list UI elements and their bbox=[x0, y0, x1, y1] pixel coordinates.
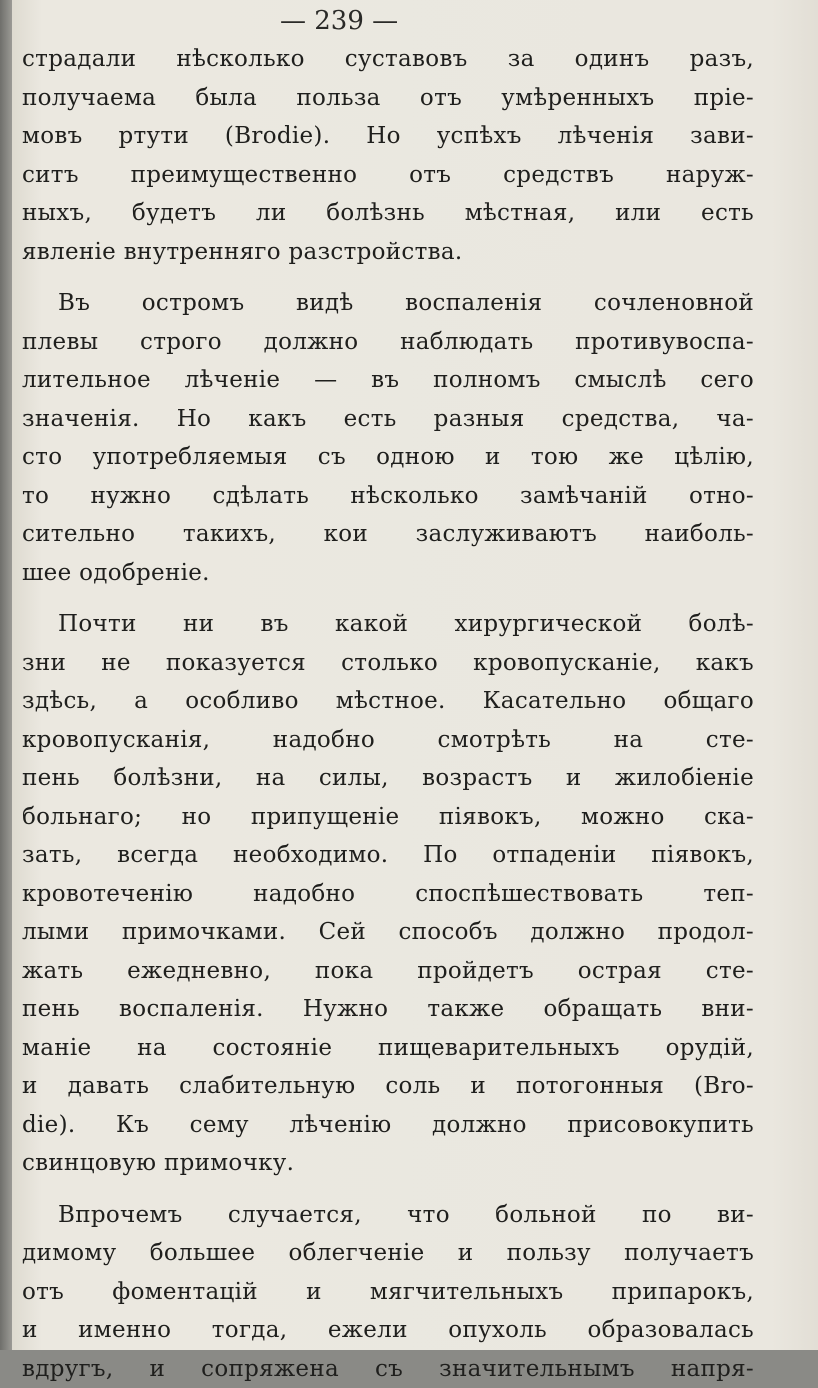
text-line: шее одобренiе. bbox=[22, 554, 754, 593]
text-line: die). Къ сему лѣченiю должно присовокупить bbox=[22, 1106, 754, 1145]
text-line: мовъ ртути (Brodie). Но успѣхъ лѣченiя зави- bbox=[22, 117, 754, 156]
text-line: зни не показуется столько кровопусканiе, какъ bbox=[22, 644, 754, 683]
text-line: пень воспаленiя. Нужно также обращать вни- bbox=[22, 990, 754, 1029]
text-line: сительно такихъ, кои заслуживаютъ наиболь- bbox=[22, 515, 754, 554]
text-line: ныхъ, будетъ ли болѣзнь мѣстная, или есть bbox=[22, 194, 754, 233]
text-line: ситъ преимущественно отъ средствъ наруж- bbox=[22, 156, 754, 195]
paragraph-1 bbox=[22, 40, 754, 271]
paragraph-2 bbox=[22, 284, 754, 592]
text-line: Впрочемъ случается, что больной по ви- bbox=[22, 1196, 754, 1235]
text-line: Почти ни въ какой хирургической болѣ- bbox=[22, 605, 754, 644]
text-line: больнаго; но припущенiе пiявокъ, можно ска- bbox=[22, 798, 754, 837]
paragraph-3 bbox=[22, 605, 754, 1183]
text-line: зать, всегда необходимо. По отпаденiи пiявокъ, bbox=[22, 836, 754, 875]
page-text bbox=[22, 40, 754, 1388]
text-line: манiе на состоянiе пищеварительныхъ орудiй, bbox=[22, 1029, 754, 1068]
text-line: кровопусканiя, надобно смотрѣть на сте- bbox=[22, 721, 754, 760]
text-line: вдругъ, и сопряжена съ значительнымъ напря- bbox=[22, 1350, 754, 1388]
text-line: страдали нѣсколько суставовъ за одинъ разъ, bbox=[22, 40, 754, 79]
text-line: и давать слабительную соль и потогонныя (Bro- bbox=[22, 1067, 754, 1106]
text-line: плевы строго должно наблюдать противувоспа- bbox=[22, 323, 754, 362]
text-line: и именно тогда, ежели опухоль образовалась bbox=[22, 1311, 754, 1350]
page-number: — 239 — bbox=[280, 4, 480, 38]
text-line: явленiе внутренняго разстройства. bbox=[22, 233, 754, 272]
paragraph-4 bbox=[22, 1196, 754, 1388]
text-line: Въ остромъ видѣ воспаленiя сочленовной bbox=[22, 284, 754, 323]
text-line: получаема была польза отъ умѣренныхъ прiе- bbox=[22, 79, 754, 118]
text-line: димому большее облегченiе и пользу получаетъ bbox=[22, 1234, 754, 1273]
text-line: значенiя. Но какъ есть разныя средства, ча- bbox=[22, 400, 754, 439]
text-line: жать ежедневно, пока пройдетъ острая сте- bbox=[22, 952, 754, 991]
text-line: то нужно сдѣлать нѣсколько замѣчанiй отно- bbox=[22, 477, 754, 516]
text-line: свинцовую примочку. bbox=[22, 1144, 754, 1183]
book-spine-shadow bbox=[0, 0, 12, 1350]
text-line: лительное лѣченiе — въ полномъ смыслѣ сего bbox=[22, 361, 754, 400]
book-page bbox=[12, 0, 818, 1350]
text-line: кровотеченiю надобно споспѣшествовать теп- bbox=[22, 875, 754, 914]
text-line: сто употребляемыя съ одною и тою же цѣлiю, bbox=[22, 438, 754, 477]
text-line: лыми примочками. Сей способъ должно продол- bbox=[22, 913, 754, 952]
text-line: пень болѣзни, на силы, возрастъ и жилобiенiе bbox=[22, 759, 754, 798]
text-line: отъ фоментацiй и мягчительныхъ припарокъ, bbox=[22, 1273, 754, 1312]
text-line: здѣсь, а особливо мѣстное. Касательно общаго bbox=[22, 682, 754, 721]
